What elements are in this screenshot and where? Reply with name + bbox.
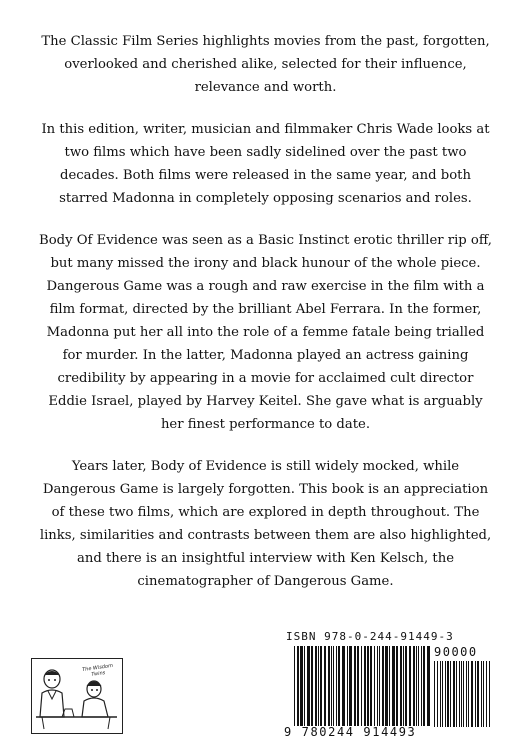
barcode-bar bbox=[409, 646, 411, 726]
barcode-bar bbox=[466, 661, 467, 727]
barcode-bar bbox=[338, 646, 340, 726]
isbn-label: ISBN 978-0-244-91449-3 bbox=[286, 630, 454, 643]
barcode-bar bbox=[320, 646, 322, 726]
barcode-bar bbox=[413, 646, 415, 726]
barcode-bar bbox=[324, 646, 326, 726]
blurb-paragraph-edition: In this edition, writer, musician and filmmaker Chris Wade looks at two films which have been sadly sidelined over the past two decades. Both films were released in the same year, and both starred Madonna in completely opposing scenarios and roles. bbox=[41, 122, 490, 206]
barcode-bar bbox=[364, 646, 366, 726]
barcode-bar bbox=[311, 646, 313, 726]
barcode-bar bbox=[374, 646, 375, 726]
barcode-bar bbox=[416, 646, 417, 726]
barcode-bar bbox=[442, 661, 443, 727]
barcode-bar bbox=[400, 646, 402, 726]
barcode-bar bbox=[389, 646, 390, 726]
barcode-bar bbox=[342, 646, 345, 726]
barcode-bar bbox=[315, 646, 317, 726]
publisher-logo bbox=[31, 658, 123, 734]
barcode-bar bbox=[349, 646, 352, 726]
barcode-bar bbox=[483, 661, 484, 727]
barcode-digits: 9 780244 914493 bbox=[284, 725, 417, 739]
barcode-bar bbox=[456, 661, 457, 727]
barcode-bar bbox=[489, 661, 490, 727]
barcode-bar bbox=[475, 661, 476, 727]
barcode-bar bbox=[331, 646, 332, 726]
barcode-bar bbox=[477, 661, 479, 727]
barcode-bar bbox=[347, 646, 348, 726]
barcode-bar bbox=[459, 661, 460, 727]
barcode-bar bbox=[377, 646, 378, 726]
barcode-bar bbox=[486, 661, 487, 727]
price-code: 90000 bbox=[434, 645, 478, 659]
barcode-bar bbox=[336, 646, 337, 726]
barcode-bar bbox=[447, 661, 449, 727]
barcode-bar bbox=[361, 646, 362, 726]
barcode-bar bbox=[294, 646, 295, 726]
barcode-bar bbox=[403, 646, 404, 726]
barcode-bar bbox=[440, 661, 441, 727]
blurb-paragraph-films: Body Of Evidence was seen as a Basic Instinct erotic thriller rip off, but many missed the irony and black hunour of the whole piece. Dangerous Game was a rough and raw exercise in the film with a film format, directed by the brilliant Abel Ferrara. In the former, Madonna put her all into the role of a femme fatale being trialled for murder. In the latter, Madonna played an actress gaining credibility by appearing in a movie for acclaimed cult director Eddie Israel, played by Harvey Keitel. She gave what is arguably her finest performance to date. bbox=[39, 233, 492, 432]
barcode-bar bbox=[297, 646, 299, 726]
barcode-bar bbox=[300, 646, 303, 726]
barcode-bar bbox=[354, 646, 356, 726]
barcode-bar bbox=[461, 661, 462, 727]
barcode-bar bbox=[434, 661, 435, 727]
barcode-bar bbox=[379, 646, 380, 726]
barcode-bar bbox=[437, 661, 438, 727]
isbn-barcode bbox=[282, 630, 498, 742]
publisher-logo-text: The Wisdom Twins bbox=[81, 662, 114, 678]
barcode-bar bbox=[453, 661, 455, 727]
barcode-bar bbox=[385, 646, 388, 726]
barcode-bar bbox=[481, 661, 482, 727]
barcode-bar bbox=[396, 646, 398, 726]
barcode-bar bbox=[445, 661, 446, 727]
barcode-bar bbox=[450, 661, 451, 727]
barcode-bar bbox=[328, 646, 330, 726]
cover-blurb bbox=[38, 30, 493, 612]
barcode-bar bbox=[468, 661, 469, 727]
barcode-bar bbox=[418, 646, 419, 726]
barcode-bar bbox=[307, 646, 310, 726]
barcode-bar bbox=[367, 646, 369, 726]
barcode-bar bbox=[423, 646, 425, 726]
barcode-bar bbox=[421, 646, 422, 726]
blurb-paragraph-series: The Classic Film Series highlights movies from the past, forgotten, overlooked and cherished alike, selected for their influence, relevance and worth. bbox=[41, 34, 490, 95]
barcode-bar bbox=[427, 646, 430, 726]
barcode-main-bars bbox=[294, 646, 432, 726]
barcode-bar bbox=[405, 646, 407, 726]
barcode-addon-bars bbox=[434, 661, 492, 727]
blurb-paragraph-appreciation: Years later, Body of Evidence is still widely mocked, while Dangerous Game is largely forgotten. This book is an appreciation of these two films, which are explored in depth throughout. The links, similarities and contrasts between them are also highlighted, and there is an insightful interview with Ken Kelsch, the cinematographer of Dangerous Game. bbox=[39, 459, 492, 589]
barcode-bar bbox=[463, 661, 464, 727]
barcode-bar bbox=[382, 646, 384, 726]
barcode-bar bbox=[357, 646, 359, 726]
barcode-bar bbox=[471, 661, 473, 727]
barcode-bar bbox=[318, 646, 319, 726]
barcode-bar bbox=[392, 646, 395, 726]
barcode-bar bbox=[304, 646, 305, 726]
barcode-bar bbox=[370, 646, 372, 726]
barcode-bar bbox=[333, 646, 334, 726]
